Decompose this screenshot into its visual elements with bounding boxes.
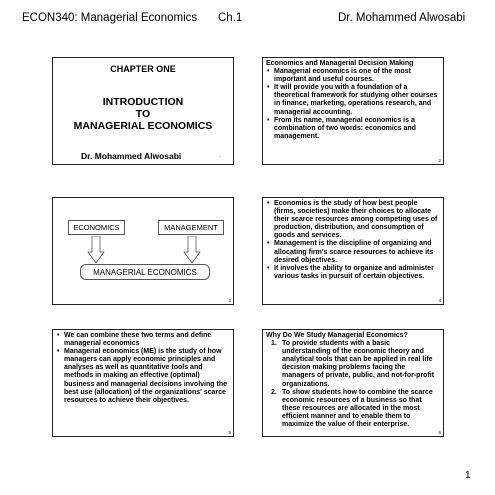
slide-6-item-text: To show students how to combine the scarce economic resources of a business so that these resources are allocated in the most efficient manner and to enable them to maximize the value of their enterprise.	[282, 388, 433, 429]
slide-4-bullet: • Management is the discipline of organizing and allocating firm's scarce resources to achieve its desired objectives.	[266, 240, 440, 264]
slide-1-title-line-1: INTRODUCTION	[102, 96, 184, 108]
slide-1-title-line-2: TO	[135, 108, 151, 120]
slide-6-item-number: 1.	[271, 340, 277, 348]
slide-2-bullet: • Managerial economics is one of the most important and useful courses.	[266, 68, 440, 84]
slide-6-numbered-item	[266, 340, 440, 389]
slide-2-heading: Economics and Managerial Decision Making	[266, 60, 414, 67]
instructor-name: Dr. Mohammed Alwosabi	[338, 12, 466, 24]
slide-6-numbered-item	[266, 389, 440, 429]
slide-4-number: 4	[438, 298, 441, 303]
slide-4-bullet: • Economics is the study of how best people (firms, societies) make their choices to allocate their scarce resources among competing uses of production, distribution, and consumption of goods and services.	[266, 200, 440, 240]
slide-3-number: 3	[228, 298, 231, 303]
down-arrow-icon	[183, 236, 201, 264]
slide-6-content	[266, 332, 440, 429]
slide-2	[262, 57, 444, 165]
managerial-economics-box: MANAGERIAL ECONOMICS	[80, 264, 210, 280]
slide-2-bullet: • It will provide you with a foundation of a theoretical framework for studying other courses in finance, marketing, operations research, and managerial accounting.	[266, 84, 440, 116]
slide-6	[262, 329, 444, 437]
slide-5-bullet: • Managerial economics (ME) is the study of how managers can apply economic principles and analyses as well as quantitative tools and methods in making an effective (optimal) business and managerial decisions involving the best use (allocation) of the organizations' scarce resources to achieve their objectives.	[56, 348, 230, 405]
chapter-label: Ch.1	[218, 12, 243, 24]
slide-1-author: Dr. Mohammed Alwosabi	[81, 151, 182, 161]
slide-4	[262, 197, 444, 305]
course-title: ECON340: Managerial Economics	[22, 12, 198, 24]
slide-4-bullet: • It involves the ability to organize and administer various tasks in pursuit of certain objectives.	[266, 265, 440, 281]
slide-5-content	[56, 332, 230, 405]
slide-4-content	[266, 200, 440, 281]
economics-box: ECONOMICS	[68, 220, 125, 235]
slide-1-dot: .	[219, 153, 221, 159]
slide-2-number: 2	[438, 158, 441, 163]
slide-6-number: 6	[438, 430, 441, 435]
slide-2-bullet: • From its name, managerial economics is a combination of two words: economics and management.	[266, 117, 440, 141]
slide-1	[52, 57, 234, 165]
page-number: 1	[465, 470, 471, 481]
slide-5	[52, 329, 234, 437]
slide-1-chapter-heading: CHAPTER ONE	[110, 64, 176, 74]
slide-1-title	[53, 96, 233, 132]
slide-1-title-line-3: MANAGERIAL ECONOMICS	[73, 120, 213, 132]
slide-6-item-number: 2.	[271, 388, 277, 396]
management-box: MANAGEMENT	[158, 220, 224, 235]
down-arrow-icon	[87, 236, 105, 264]
slide-6-item-text: To provide students with a basic understanding of the economic theory and analytical tools that can be applied in real life decision making problems facing the managers of private, public, and not-for-profit organizations.	[282, 340, 435, 388]
slide-3	[52, 197, 234, 305]
slide-5-number: 5	[228, 430, 231, 435]
slide-5-bullet: • We can combine these two terms and define managerial economics	[56, 332, 230, 348]
slide-2-content	[266, 60, 440, 141]
slide-6-heading: Why Do We Study Managerial Economics?	[266, 332, 408, 339]
